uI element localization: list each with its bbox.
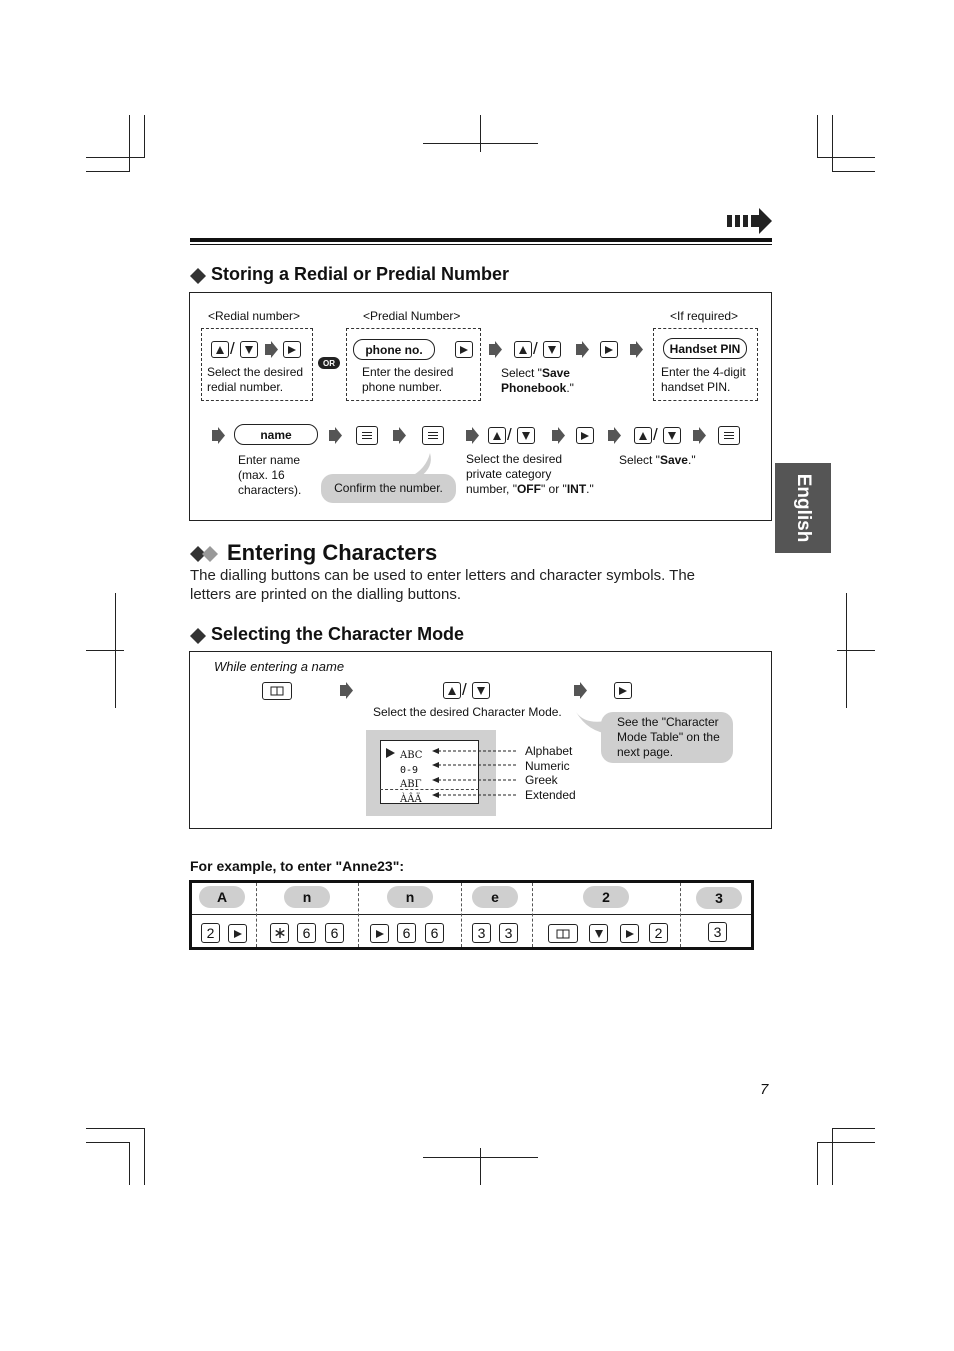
slash: / xyxy=(507,425,512,444)
star-key[interactable] xyxy=(270,923,289,943)
right-key[interactable] xyxy=(455,341,473,358)
step-arrow-icon xyxy=(574,682,587,699)
key-3[interactable]: 3 xyxy=(499,923,518,943)
asterisk-icon xyxy=(274,927,286,939)
diamond-icon xyxy=(190,268,206,284)
key-6[interactable]: 6 xyxy=(397,923,416,943)
confirm-bubble: Confirm the number. xyxy=(321,474,456,503)
key-3[interactable]: 3 xyxy=(708,922,727,942)
up-key[interactable] xyxy=(634,427,652,444)
select-mode-desc: Select the desired Character Mode. xyxy=(373,705,562,719)
book-icon xyxy=(270,686,284,696)
key-6[interactable]: 6 xyxy=(425,923,444,943)
down-triangle-icon xyxy=(667,431,677,441)
continue-arrow-icon xyxy=(727,208,773,234)
right-key[interactable] xyxy=(600,341,618,358)
menu-key[interactable] xyxy=(356,426,378,445)
step-arrow-icon xyxy=(489,341,502,358)
up-key[interactable] xyxy=(211,341,229,358)
mode-label-greek: Greek xyxy=(525,773,558,787)
slash: / xyxy=(653,425,658,444)
right-triangle-icon xyxy=(625,929,635,939)
slash: / xyxy=(533,339,538,358)
header-rule xyxy=(190,238,772,242)
right-triangle-icon xyxy=(604,345,614,355)
letter-3: 3 xyxy=(696,887,742,909)
right-key[interactable] xyxy=(283,341,301,358)
key-6[interactable]: 6 xyxy=(325,923,344,943)
right-triangle-icon xyxy=(233,929,243,939)
key-2[interactable]: 2 xyxy=(201,923,220,943)
up-triangle-icon xyxy=(518,345,528,355)
down-key[interactable] xyxy=(663,427,681,444)
step-arrow-icon xyxy=(340,682,353,699)
label-predial: <Predial Number> xyxy=(363,309,461,323)
up-triangle-icon xyxy=(215,345,225,355)
menu-key[interactable] xyxy=(718,426,740,445)
right-key[interactable] xyxy=(614,682,632,699)
down-key[interactable] xyxy=(543,341,561,358)
mode-label-extended: Extended xyxy=(525,788,576,802)
col-divider xyxy=(461,883,462,947)
desc-name: Enter name (max. 16 characters). xyxy=(238,453,302,497)
or-badge: OR xyxy=(318,357,340,369)
menu-lines-icon xyxy=(723,431,735,441)
down-triangle-icon xyxy=(521,431,531,441)
down-key[interactable] xyxy=(472,682,490,699)
col-divider xyxy=(532,883,533,947)
key-2[interactable]: 2 xyxy=(649,923,668,943)
page-number: 7 xyxy=(760,1081,769,1098)
book-key[interactable] xyxy=(262,682,292,700)
menu-key[interactable] xyxy=(422,426,444,445)
right-triangle-icon xyxy=(580,431,590,441)
letter-a: A xyxy=(199,886,245,908)
letter-e: e xyxy=(472,886,518,908)
down-triangle-icon xyxy=(476,686,486,696)
col-divider xyxy=(358,883,359,947)
desc-predial: Enter the desired phone number. xyxy=(362,365,454,394)
key-6[interactable]: 6 xyxy=(297,923,316,943)
up-triangle-icon xyxy=(492,431,502,441)
right-triangle-icon xyxy=(459,345,469,355)
slash: / xyxy=(462,680,467,699)
desc-save-phonebook: Select "Save Phonebook." xyxy=(501,366,574,395)
down-triangle-icon xyxy=(547,345,557,355)
handset-pin-key[interactable]: Handset PIN xyxy=(663,338,747,359)
desc-redial: Select the desired redial number. xyxy=(207,365,304,394)
col-divider xyxy=(680,883,681,947)
letter-2: 2 xyxy=(583,886,629,908)
step-arrow-icon xyxy=(552,427,565,444)
book-icon xyxy=(556,929,570,939)
while-label: While entering a name xyxy=(214,659,345,674)
step-arrow-icon xyxy=(265,341,278,358)
down-triangle-icon xyxy=(244,345,254,355)
right-key[interactable] xyxy=(620,924,639,943)
section-title-entering: Entering Characters xyxy=(227,540,438,565)
up-triangle-icon xyxy=(638,431,648,441)
right-key[interactable] xyxy=(370,924,389,943)
up-triangle-icon xyxy=(447,686,457,696)
menu-lines-icon xyxy=(427,431,439,441)
mode-row-greek: ΑΒΓ xyxy=(400,779,422,790)
col-divider xyxy=(256,883,257,947)
step-arrow-icon xyxy=(466,427,479,444)
label-redial: <Redial number> xyxy=(208,309,301,323)
step-arrow-icon xyxy=(393,427,406,444)
key-3[interactable]: 3 xyxy=(472,923,491,943)
language-tab xyxy=(775,463,831,553)
mode-label-numeric: Numeric xyxy=(525,759,570,773)
section-title-mode: Selecting the Character Mode xyxy=(211,624,465,644)
label-if-required: <If required> xyxy=(670,309,739,323)
double-diamond-icon xyxy=(190,545,220,563)
mode-label-alphabet: Alphabet xyxy=(525,744,573,758)
up-key[interactable] xyxy=(488,427,506,444)
down-key[interactable] xyxy=(517,427,535,444)
name-key[interactable]: name xyxy=(234,424,318,445)
down-triangle-icon xyxy=(594,929,604,939)
example-row-divider xyxy=(192,914,751,915)
book-key[interactable] xyxy=(548,924,578,943)
mode-row-extended: ÀÂÄ xyxy=(400,794,422,805)
letter-n: n xyxy=(387,886,433,908)
entering-intro: The dialling buttons can be used to enter letters and character symbols. The letters are printed on the dialling buttons. xyxy=(190,567,696,603)
down-key[interactable] xyxy=(589,924,608,943)
right-triangle-icon xyxy=(287,345,297,355)
desc-save: Select "Save." xyxy=(619,453,696,467)
up-key[interactable] xyxy=(443,682,461,699)
leader-lines xyxy=(430,744,520,800)
letter-n: n xyxy=(284,886,330,908)
right-triangle-icon xyxy=(375,929,385,939)
section-title-storing: Storing a Redial or Predial Number xyxy=(211,264,510,284)
up-key[interactable] xyxy=(514,341,532,358)
diamond-icon xyxy=(190,628,206,644)
mode-row-numeric: 0-9 xyxy=(400,765,419,776)
selection-cursor-icon xyxy=(386,745,395,755)
step-arrow-icon xyxy=(576,341,589,358)
step-arrow-icon xyxy=(693,427,706,444)
right-key[interactable] xyxy=(228,924,247,943)
see-table-bubble: See the "Character Mode Table" on the next page. xyxy=(601,712,733,763)
desc-pin: Enter the 4-digit handset PIN. xyxy=(661,365,746,394)
mode-row-alphabet: ABC xyxy=(400,750,423,761)
step-arrow-icon xyxy=(329,427,342,444)
desc-category: Select the desired private category number, "OFF" or "INT." xyxy=(466,452,594,496)
language-tab-label: English xyxy=(793,473,814,543)
slash: / xyxy=(230,339,235,358)
example-title: For example, to enter "Anne23": xyxy=(190,858,404,874)
right-key[interactable] xyxy=(576,427,594,444)
right-triangle-icon xyxy=(618,686,628,696)
down-key[interactable] xyxy=(240,341,258,358)
step-arrow-icon xyxy=(608,427,621,444)
menu-lines-icon xyxy=(361,431,373,441)
step-arrow-icon xyxy=(212,427,225,444)
phone-no-key[interactable]: phone no. xyxy=(353,339,435,360)
step-arrow-icon xyxy=(630,341,643,358)
